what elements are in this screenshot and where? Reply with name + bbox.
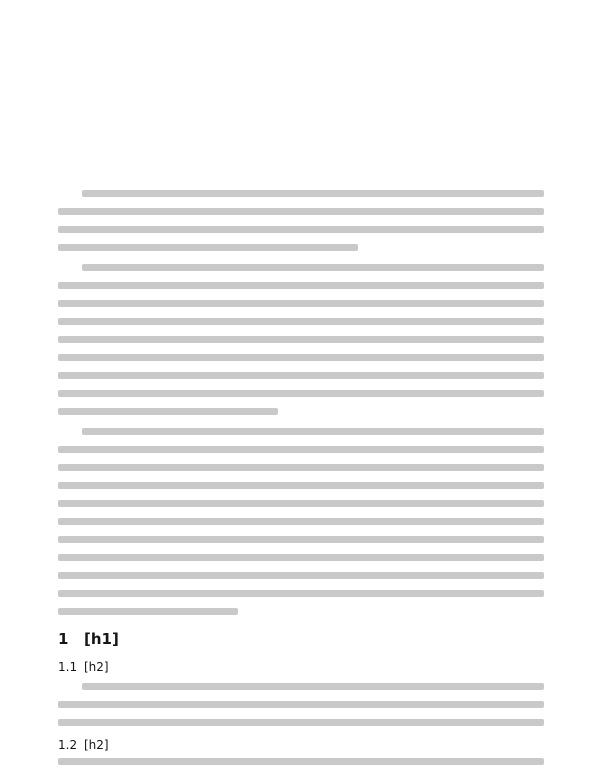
section-heading-1-1	[58, 660, 109, 674]
text-line	[58, 390, 544, 397]
text-line	[58, 572, 544, 579]
text-line	[82, 190, 544, 197]
text-line	[58, 758, 544, 765]
text-line	[58, 500, 544, 507]
text-line	[58, 336, 544, 343]
section-title: [h2]	[84, 660, 109, 674]
text-line	[58, 554, 544, 561]
text-line	[58, 318, 544, 325]
section-number: 1.2	[58, 738, 78, 752]
text-line	[58, 354, 544, 361]
text-line	[82, 428, 544, 435]
text-line	[58, 464, 544, 471]
text-line	[58, 300, 544, 307]
text-line	[82, 683, 544, 690]
text-line	[58, 208, 544, 215]
section-number: 1	[58, 630, 69, 648]
section-heading-1	[58, 630, 119, 648]
section-heading-1-2	[58, 738, 109, 752]
text-line	[58, 408, 278, 415]
text-line	[58, 701, 544, 708]
text-line	[58, 372, 544, 379]
text-line	[58, 226, 544, 233]
section-title: [h2]	[84, 738, 109, 752]
text-line	[58, 518, 544, 525]
text-line	[58, 244, 358, 251]
section-number: 1.1	[58, 660, 78, 674]
text-line	[58, 446, 544, 453]
text-line	[58, 608, 238, 615]
section-title: [h1]	[84, 630, 119, 648]
text-line	[58, 719, 544, 726]
text-line	[58, 536, 544, 543]
text-line	[82, 264, 544, 271]
text-line	[58, 482, 544, 489]
text-line	[58, 282, 544, 289]
text-line	[58, 590, 544, 597]
